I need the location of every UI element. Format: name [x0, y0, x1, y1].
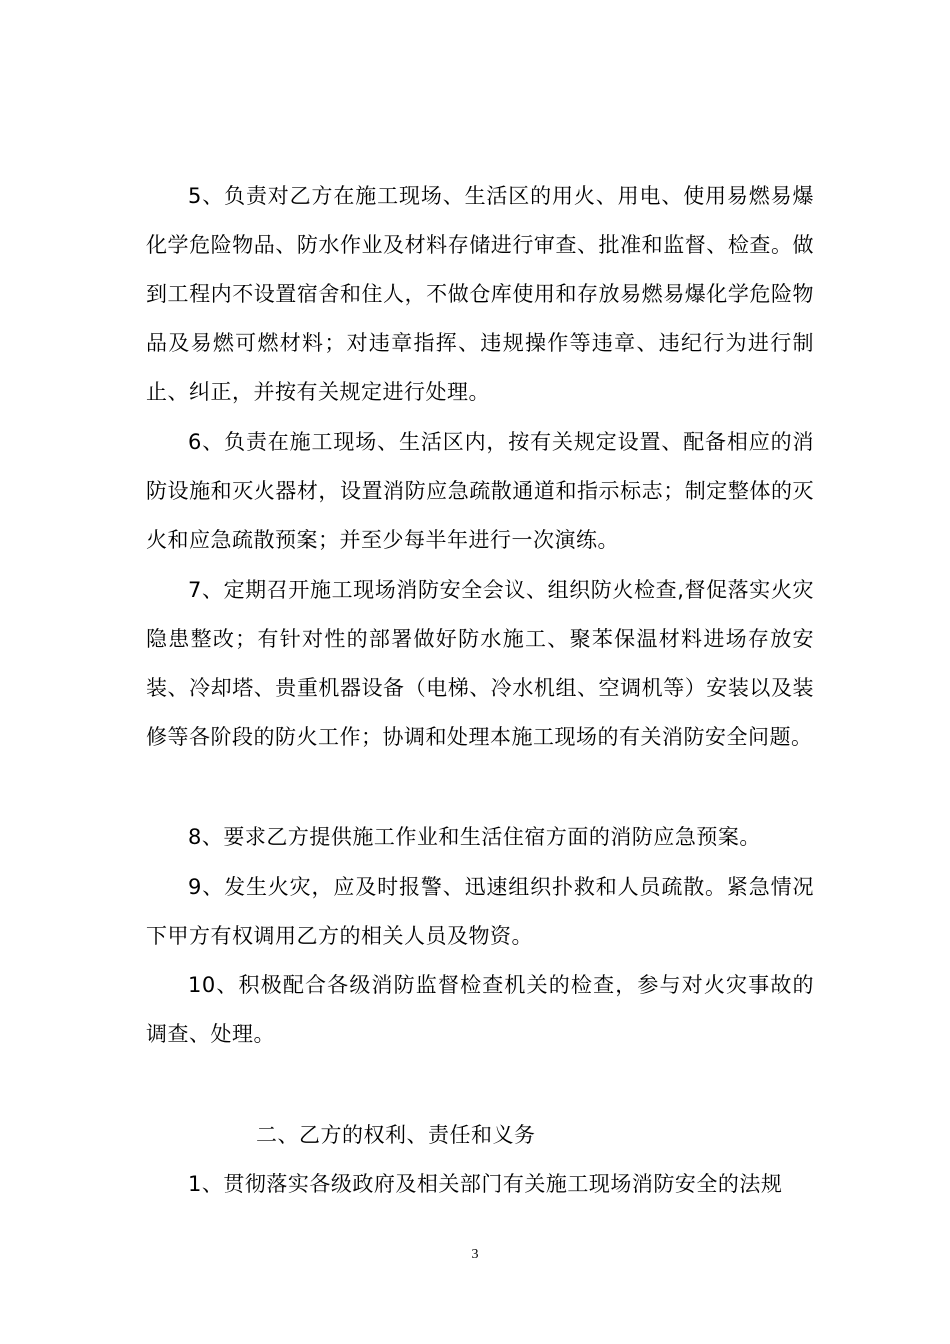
paragraph-item-5: 5、负责对乙方在施工现场、生活区的用火、用电、使用易燃易爆化学危险物品、防水作业及材料存储进行审查、批准和监督、检查。做到工程内不设置宿舍和住人，不做仓库使用和存放易燃易爆化学危险物品及易燃可燃材料；对违章指挥、违规操作等违章、违纪行为进行制止、纠正，并按有关规定进行处理。: [146, 184, 814, 404]
page-number: 3: [471, 1247, 479, 1262]
paragraph-item-6: 6、负责在施工现场、生活区内，按有关规定设置、配备相应的消防设施和灭火器材，设置消防应急疏散通道和指示标志；制定整体的灭火和应急疏散预案；并至少每半年进行一次演练。: [146, 430, 814, 552]
paragraph-item-8: 8、要求乙方提供施工作业和生活住宿方面的消防应急预案。: [188, 825, 761, 849]
paragraph-item-9: 9、发生火灾，应及时报警、迅速组织扑救和人员疏散。紧急情况下甲方有权调用乙方的相关人员及物资。: [146, 875, 814, 948]
paragraph-item-10: 10、积极配合各级消防监督检查机关的检查，参与对火灾事故的调查、处理。: [146, 973, 814, 1046]
section-paragraph-item-1: 1、贯彻落实各级政府及相关部门有关施工现场消防安全的法规: [188, 1172, 783, 1196]
paragraph-item-7: 7、定期召开施工现场消防安全会议、组织防火检查,督促落实火灾隐患整改；有针对性的部署做好防水施工、聚苯保温材料进场存放安装、冷却塔、贵重机器设备（电梯、冷水机组、空调机等）安装以及装修等各阶段的防火工作；协调和处理本施工现场的有关消防安全问题。: [146, 578, 814, 749]
section-heading: 二、乙方的权利、责任和义务: [256, 1123, 536, 1147]
